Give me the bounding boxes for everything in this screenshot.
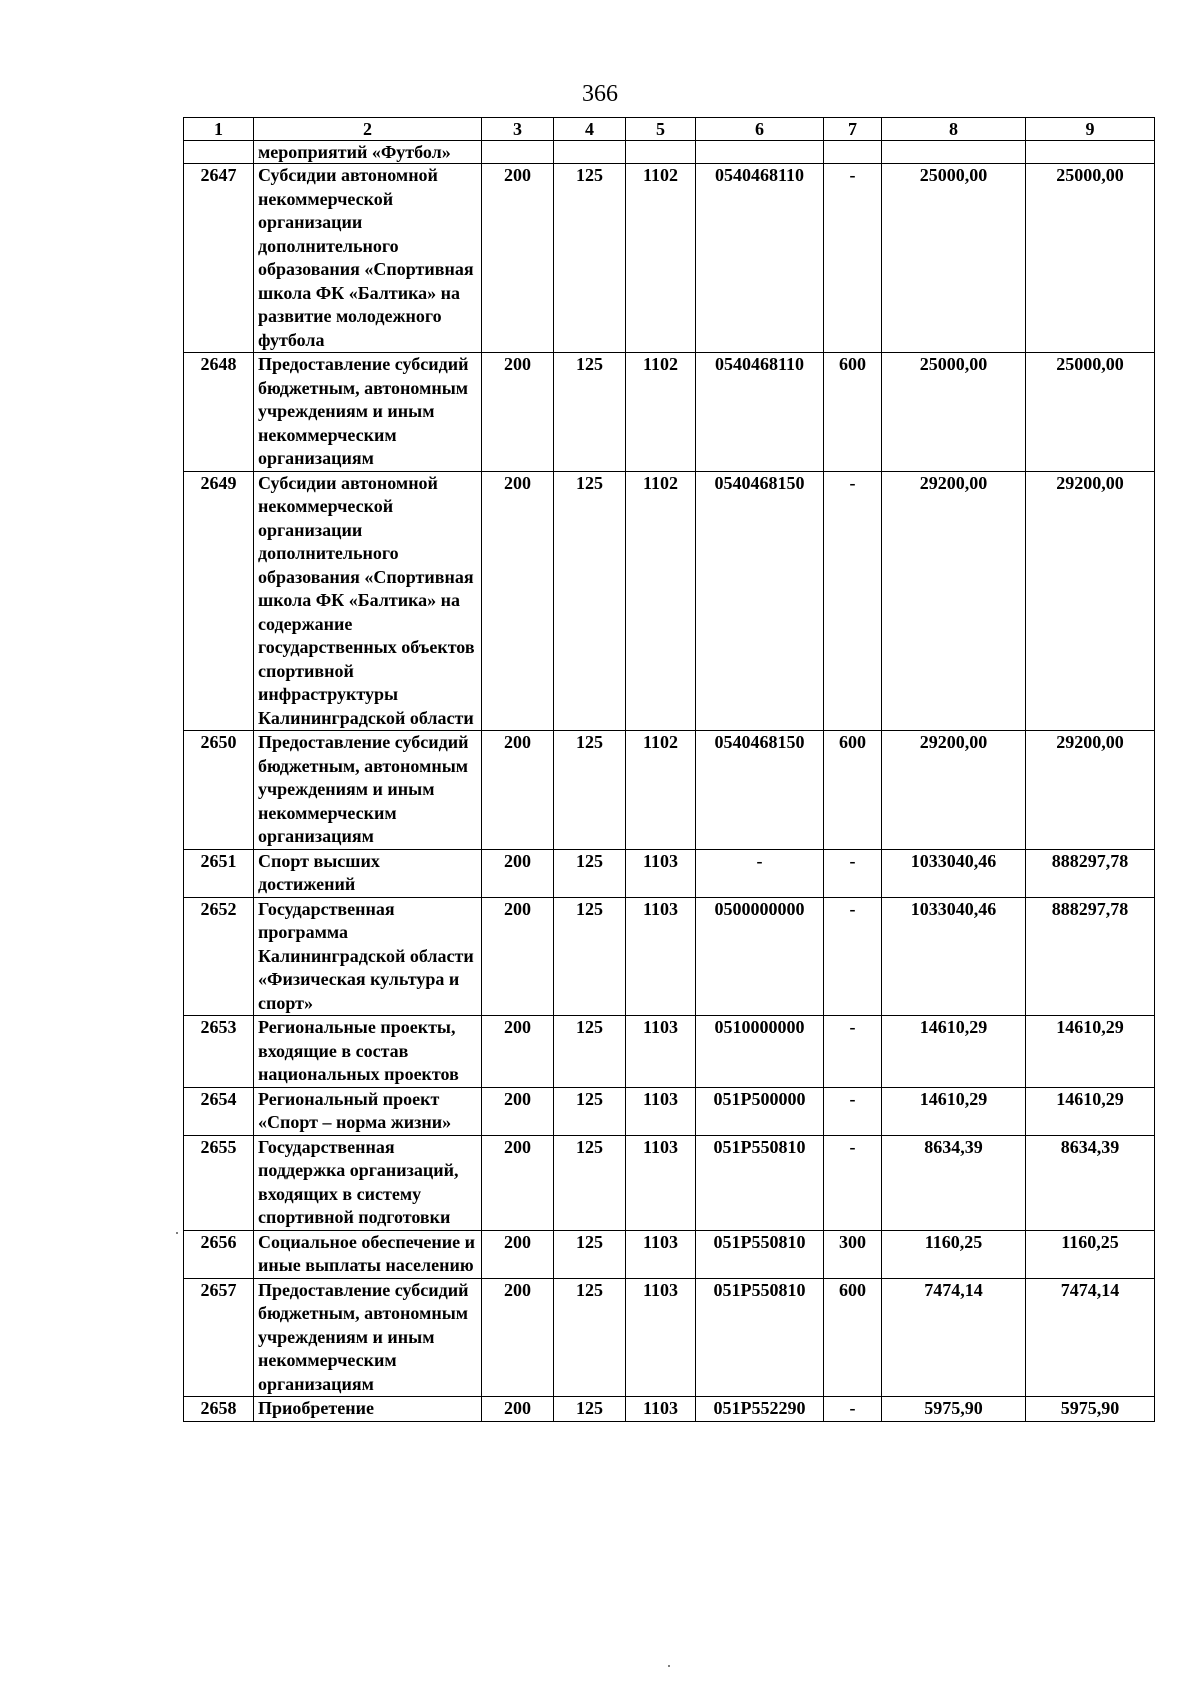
col5-cell: 1102	[626, 164, 696, 353]
col4-cell: 125	[554, 897, 626, 1016]
column-header: 2	[254, 118, 482, 141]
amount-year2-cell: 14610,29	[1026, 1087, 1155, 1135]
col5-cell: 1103	[626, 849, 696, 897]
amount-year1-cell: 14610,29	[882, 1016, 1026, 1088]
amount-year1-cell: 29200,00	[882, 471, 1026, 731]
cell	[554, 141, 626, 164]
col5-cell: 1103	[626, 1397, 696, 1422]
amount-year2-cell: 1160,25	[1026, 1230, 1155, 1278]
budget-table	[183, 117, 1155, 1422]
amount-year1-cell: 1033040,46	[882, 849, 1026, 897]
row-number-cell: 2649	[184, 471, 254, 731]
amount-year2-cell: 14610,29	[1026, 1016, 1155, 1088]
col4-cell: 125	[554, 1278, 626, 1397]
column-header: 9	[1026, 118, 1155, 141]
col4-cell: 125	[554, 471, 626, 731]
row-number-cell: 2653	[184, 1016, 254, 1088]
amount-year2-cell: 8634,39	[1026, 1135, 1155, 1230]
table-row	[184, 353, 1155, 472]
column-header: 8	[882, 118, 1026, 141]
row-number-cell: 2657	[184, 1278, 254, 1397]
amount-year1-cell: 1160,25	[882, 1230, 1026, 1278]
cell	[696, 141, 824, 164]
row-number-cell: 2648	[184, 353, 254, 472]
col5-cell: 1102	[626, 353, 696, 472]
column-header: 5	[626, 118, 696, 141]
amount-year1-cell: 25000,00	[882, 164, 1026, 353]
target-article-cell: 0540468150	[696, 471, 824, 731]
col3-cell: 200	[482, 849, 554, 897]
col4-cell: 125	[554, 1087, 626, 1135]
column-header: 6	[696, 118, 824, 141]
row-number-cell: 2655	[184, 1135, 254, 1230]
amount-year2-cell: 5975,90	[1026, 1397, 1155, 1422]
col3-cell: 200	[482, 1016, 554, 1088]
col4-cell: 125	[554, 1230, 626, 1278]
table-row	[184, 1230, 1155, 1278]
row-number-cell: 2658	[184, 1397, 254, 1422]
expense-type-cell: 600	[824, 353, 882, 472]
col5-cell: 1102	[626, 731, 696, 850]
target-article-cell: 0540468110	[696, 164, 824, 353]
row-name-cell: Приобретение	[254, 1397, 482, 1422]
expense-type-cell: -	[824, 471, 882, 731]
col3-cell: 200	[482, 897, 554, 1016]
row-name-cell: мероприятий «Футбол»	[254, 141, 482, 164]
row-name-cell: Субсидии автономной некоммерческой организации дополнительного образования «Спортивная школа ФК «Балтика» на развитие молодежного футбола	[254, 164, 482, 353]
col5-cell: 1103	[626, 897, 696, 1016]
target-article-cell: 051P550810	[696, 1135, 824, 1230]
expense-type-cell: -	[824, 1087, 882, 1135]
continuation-row	[184, 141, 1155, 164]
col3-cell: 200	[482, 1087, 554, 1135]
amount-year1-cell: 14610,29	[882, 1087, 1026, 1135]
column-header: 1	[184, 118, 254, 141]
target-article-cell: 051P552290	[696, 1397, 824, 1422]
target-article-cell: 051P500000	[696, 1087, 824, 1135]
row-number-cell: 2654	[184, 1087, 254, 1135]
col3-cell: 200	[482, 731, 554, 850]
column-header: 3	[482, 118, 554, 141]
amount-year2-cell: 7474,14	[1026, 1278, 1155, 1397]
target-article-cell: 0540468110	[696, 353, 824, 472]
target-article-cell: 051P550810	[696, 1230, 824, 1278]
col3-cell: 200	[482, 471, 554, 731]
table-row	[184, 164, 1155, 353]
col3-cell: 200	[482, 1230, 554, 1278]
cell	[882, 141, 1026, 164]
target-article-cell: 0500000000	[696, 897, 824, 1016]
col5-cell: 1103	[626, 1278, 696, 1397]
row-name-cell: Государственная поддержка организаций, входящих в систему спортивной подготовки	[254, 1135, 482, 1230]
col5-cell: 1103	[626, 1135, 696, 1230]
expense-type-cell: -	[824, 897, 882, 1016]
row-number-cell: 2650	[184, 731, 254, 850]
row-name-cell: Предоставление субсидий бюджетным, автономным учреждениям и иным некоммерческим организациям	[254, 1278, 482, 1397]
col4-cell: 125	[554, 849, 626, 897]
col5-cell: 1102	[626, 471, 696, 731]
row-number-cell: 2656	[184, 1230, 254, 1278]
row-name-cell: Спорт высших достижений	[254, 849, 482, 897]
expense-type-cell: 300	[824, 1230, 882, 1278]
table-row	[184, 731, 1155, 850]
row-name-cell: Предоставление субсидий бюджетным, автономным учреждениям и иным некоммерческим организациям	[254, 731, 482, 850]
expense-type-cell: 600	[824, 1278, 882, 1397]
row-name-cell: Региональный проект «Спорт – норма жизни»	[254, 1087, 482, 1135]
table-row	[184, 897, 1155, 1016]
table-row	[184, 1016, 1155, 1088]
col3-cell: 200	[482, 1278, 554, 1397]
col4-cell: 125	[554, 1016, 626, 1088]
expense-type-cell: 600	[824, 731, 882, 850]
amount-year1-cell: 7474,14	[882, 1278, 1026, 1397]
scan-speck	[668, 1665, 670, 1667]
scan-speck	[176, 1232, 178, 1234]
row-name-cell: Государственная программа Калининградской области «Физическая культура и спорт»	[254, 897, 482, 1016]
target-article-cell: 0510000000	[696, 1016, 824, 1088]
expense-type-cell: -	[824, 849, 882, 897]
column-header: 4	[554, 118, 626, 141]
cell	[824, 141, 882, 164]
table-row	[184, 1278, 1155, 1397]
expense-type-cell: -	[824, 1397, 882, 1422]
col4-cell: 125	[554, 353, 626, 472]
target-article-cell: 0540468150	[696, 731, 824, 850]
row-name-cell: Региональные проекты, входящие в состав национальных проектов	[254, 1016, 482, 1088]
amount-year1-cell: 25000,00	[882, 353, 1026, 472]
amount-year2-cell: 29200,00	[1026, 471, 1155, 731]
col4-cell: 125	[554, 1397, 626, 1422]
cell	[626, 141, 696, 164]
cell	[1026, 141, 1155, 164]
expense-type-cell: -	[824, 164, 882, 353]
amount-year2-cell: 25000,00	[1026, 353, 1155, 472]
col3-cell: 200	[482, 164, 554, 353]
col5-cell: 1103	[626, 1087, 696, 1135]
row-number-cell: 2651	[184, 849, 254, 897]
col5-cell: 1103	[626, 1230, 696, 1278]
row-name-cell: Предоставление субсидий бюджетным, автономным учреждениям и иным некоммерческим организациям	[254, 353, 482, 472]
amount-year1-cell: 8634,39	[882, 1135, 1026, 1230]
row-name-cell: Субсидии автономной некоммерческой организации дополнительного образования «Спортивная школа ФК «Балтика» на содержание государственных объектов спортивной инфраструктуры Калининградской области	[254, 471, 482, 731]
row-number-cell: 2647	[184, 164, 254, 353]
table-row	[184, 471, 1155, 731]
amount-year2-cell: 29200,00	[1026, 731, 1155, 850]
column-header: 7	[824, 118, 882, 141]
amount-year2-cell: 25000,00	[1026, 164, 1155, 353]
table-row	[184, 849, 1155, 897]
expense-type-cell: -	[824, 1135, 882, 1230]
col3-cell: 200	[482, 353, 554, 472]
row-name-cell: Социальное обеспечение и иные выплаты населению	[254, 1230, 482, 1278]
table-row	[184, 1087, 1155, 1135]
page-number: 366	[582, 81, 618, 107]
row-number-cell: 2652	[184, 897, 254, 1016]
amount-year1-cell: 5975,90	[882, 1397, 1026, 1422]
amount-year2-cell: 888297,78	[1026, 897, 1155, 1016]
cell	[482, 141, 554, 164]
row-number-cell	[184, 141, 254, 164]
col4-cell: 125	[554, 1135, 626, 1230]
col4-cell: 125	[554, 164, 626, 353]
amount-year1-cell: 29200,00	[882, 731, 1026, 850]
target-article-cell: -	[696, 849, 824, 897]
amount-year1-cell: 1033040,46	[882, 897, 1026, 1016]
header-row	[184, 118, 1155, 141]
amount-year2-cell: 888297,78	[1026, 849, 1155, 897]
expense-type-cell: -	[824, 1016, 882, 1088]
target-article-cell: 051P550810	[696, 1278, 824, 1397]
table-row	[184, 1135, 1155, 1230]
col3-cell: 200	[482, 1135, 554, 1230]
col3-cell: 200	[482, 1397, 554, 1422]
col5-cell: 1103	[626, 1016, 696, 1088]
table-row	[184, 1397, 1155, 1422]
col4-cell: 125	[554, 731, 626, 850]
